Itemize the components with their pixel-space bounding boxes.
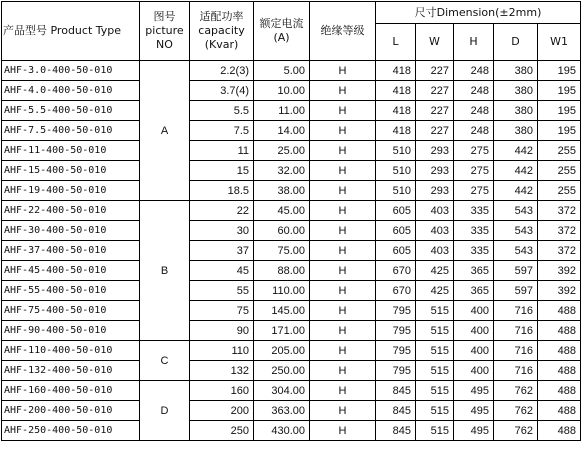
cell-dim-h: 400 — [454, 361, 494, 381]
cell-dim-l: 670 — [376, 281, 416, 301]
cell-dim-w: 403 — [416, 241, 454, 261]
header-product-type: 产品型号 Product Type — [2, 2, 140, 61]
cell-dim-w: 293 — [416, 181, 454, 201]
cell-model: AHF-45-400-50-010 — [2, 261, 140, 281]
cell-dim-w1: 488 — [538, 301, 581, 321]
cell-dim-w: 515 — [416, 341, 454, 361]
table-row — [2, 281, 581, 301]
cell-capacity: 250 — [190, 421, 254, 441]
cell-dim-w1: 488 — [538, 361, 581, 381]
cell-insulation: H — [310, 261, 376, 281]
cell-model: AHF-3.0-400-50-010 — [2, 61, 140, 81]
cell-insulation: H — [310, 161, 376, 181]
table-row — [2, 381, 581, 401]
table-row — [2, 241, 581, 261]
cell-dim-w: 425 — [416, 261, 454, 281]
cell-capacity: 110 — [190, 341, 254, 361]
cell-dim-h: 248 — [454, 121, 494, 141]
cell-dim-w: 515 — [416, 361, 454, 381]
cell-capacity: 37 — [190, 241, 254, 261]
cell-current: 430.00 — [254, 421, 310, 441]
cell-dim-h: 275 — [454, 161, 494, 181]
table-row — [2, 361, 581, 381]
cell-dim-w1: 195 — [538, 101, 581, 121]
cell-capacity: 30 — [190, 221, 254, 241]
cell-dim-w1: 255 — [538, 161, 581, 181]
cell-current: 45.00 — [254, 201, 310, 221]
cell-dim-w: 515 — [416, 401, 454, 421]
cell-capacity: 55 — [190, 281, 254, 301]
cell-model: AHF-55-400-50-010 — [2, 281, 140, 301]
cell-dim-l: 845 — [376, 421, 416, 441]
cell-picture-no: A — [140, 61, 190, 201]
cell-model: AHF-11-400-50-010 — [2, 141, 140, 161]
product-spec-table — [1, 1, 581, 441]
cell-model: AHF-250-400-50-010 — [2, 421, 140, 441]
cell-model: AHF-37-400-50-010 — [2, 241, 140, 261]
cell-dim-l: 605 — [376, 201, 416, 221]
cell-insulation: H — [310, 101, 376, 121]
cell-picture-no: D — [140, 381, 190, 441]
cell-dim-d: 543 — [494, 221, 538, 241]
table-row — [2, 301, 581, 321]
cell-capacity: 160 — [190, 381, 254, 401]
cell-capacity: 200 — [190, 401, 254, 421]
cell-current: 75.00 — [254, 241, 310, 261]
cell-dim-h: 335 — [454, 201, 494, 221]
cell-dim-l: 418 — [376, 81, 416, 101]
cell-capacity: 45 — [190, 261, 254, 281]
cell-insulation: H — [310, 241, 376, 261]
cell-dim-w: 515 — [416, 301, 454, 321]
cell-dim-w1: 392 — [538, 281, 581, 301]
cell-dim-d: 762 — [494, 421, 538, 441]
header-dimension: 尺寸Dimension(±2mm) — [376, 2, 581, 24]
cell-dim-d: 442 — [494, 161, 538, 181]
cell-insulation: H — [310, 121, 376, 141]
cell-dim-w: 515 — [416, 421, 454, 441]
cell-dim-d: 716 — [494, 361, 538, 381]
cell-dim-w1: 195 — [538, 121, 581, 141]
table-header — [2, 2, 581, 61]
cell-insulation: H — [310, 421, 376, 441]
cell-dim-w: 403 — [416, 201, 454, 221]
cell-capacity: 7.5 — [190, 121, 254, 141]
cell-dim-w1: 488 — [538, 401, 581, 421]
cell-model: AHF-15-400-50-010 — [2, 161, 140, 181]
cell-model: AHF-160-400-50-010 — [2, 381, 140, 401]
cell-insulation: H — [310, 141, 376, 161]
cell-dim-w1: 488 — [538, 381, 581, 401]
cell-dim-h: 495 — [454, 381, 494, 401]
cell-dim-w: 515 — [416, 381, 454, 401]
cell-dim-l: 795 — [376, 341, 416, 361]
cell-dim-w1: 372 — [538, 221, 581, 241]
cell-dim-l: 418 — [376, 101, 416, 121]
cell-insulation: H — [310, 221, 376, 241]
cell-dim-h: 495 — [454, 421, 494, 441]
cell-capacity: 2.2(3) — [190, 61, 254, 81]
cell-insulation: H — [310, 301, 376, 321]
cell-dim-l: 670 — [376, 261, 416, 281]
cell-dim-w1: 372 — [538, 201, 581, 221]
cell-dim-h: 248 — [454, 101, 494, 121]
cell-dim-d: 442 — [494, 181, 538, 201]
cell-dim-w: 227 — [416, 121, 454, 141]
cell-capacity: 18.5 — [190, 181, 254, 201]
cell-dim-d: 762 — [494, 381, 538, 401]
cell-model: AHF-132-400-50-010 — [2, 361, 140, 381]
cell-current: 363.00 — [254, 401, 310, 421]
cell-dim-w: 293 — [416, 141, 454, 161]
table-row — [2, 401, 581, 421]
cell-dim-h: 365 — [454, 281, 494, 301]
header-insulation-class: 绝缘等级 — [310, 2, 376, 61]
table-row — [2, 121, 581, 141]
table-row — [2, 201, 581, 221]
cell-dim-w1: 255 — [538, 141, 581, 161]
cell-dim-d: 716 — [494, 301, 538, 321]
cell-current: 10.00 — [254, 81, 310, 101]
cell-dim-h: 275 — [454, 181, 494, 201]
cell-dim-l: 418 — [376, 61, 416, 81]
cell-current: 110.00 — [254, 281, 310, 301]
cell-model: AHF-4.0-400-50-010 — [2, 81, 140, 101]
cell-insulation: H — [310, 401, 376, 421]
cell-dim-w1: 488 — [538, 321, 581, 341]
cell-dim-w1: 392 — [538, 261, 581, 281]
cell-dim-d: 543 — [494, 201, 538, 221]
cell-capacity: 90 — [190, 321, 254, 341]
cell-dim-h: 248 — [454, 61, 494, 81]
cell-capacity: 5.5 — [190, 101, 254, 121]
cell-dim-l: 510 — [376, 181, 416, 201]
cell-dim-l: 510 — [376, 141, 416, 161]
cell-dim-w: 515 — [416, 321, 454, 341]
cell-insulation: H — [310, 321, 376, 341]
table-row — [2, 261, 581, 281]
cell-current: 88.00 — [254, 261, 310, 281]
cell-dim-w: 227 — [416, 101, 454, 121]
cell-picture-no: B — [140, 201, 190, 341]
table-row — [2, 181, 581, 201]
cell-dim-d: 380 — [494, 101, 538, 121]
cell-dim-l: 418 — [376, 121, 416, 141]
cell-dim-w: 403 — [416, 221, 454, 241]
cell-current: 250.00 — [254, 361, 310, 381]
table-row — [2, 61, 581, 81]
cell-current: 32.00 — [254, 161, 310, 181]
table-body — [2, 61, 581, 441]
cell-dim-w: 227 — [416, 81, 454, 101]
cell-insulation: H — [310, 181, 376, 201]
cell-dim-d: 716 — [494, 341, 538, 361]
cell-model: AHF-22-400-50-010 — [2, 201, 140, 221]
cell-dim-h: 400 — [454, 301, 494, 321]
cell-dim-w1: 255 — [538, 181, 581, 201]
cell-insulation: H — [310, 81, 376, 101]
cell-model: AHF-110-400-50-010 — [2, 341, 140, 361]
cell-dim-w1: 488 — [538, 421, 581, 441]
cell-dim-h: 400 — [454, 341, 494, 361]
cell-dim-h: 400 — [454, 321, 494, 341]
header-capacity: 适配功率 capacity (Kvar) — [190, 2, 254, 61]
cell-dim-l: 845 — [376, 381, 416, 401]
table-row — [2, 221, 581, 241]
cell-dim-l: 510 — [376, 161, 416, 181]
cell-dim-h: 335 — [454, 241, 494, 261]
cell-dim-d: 762 — [494, 401, 538, 421]
cell-insulation: H — [310, 361, 376, 381]
cell-current: 145.00 — [254, 301, 310, 321]
cell-dim-h: 365 — [454, 261, 494, 281]
cell-capacity: 132 — [190, 361, 254, 381]
cell-model: AHF-200-400-50-010 — [2, 401, 140, 421]
cell-dim-d: 380 — [494, 81, 538, 101]
table-row — [2, 81, 581, 101]
cell-dim-d: 380 — [494, 61, 538, 81]
table-row — [2, 101, 581, 121]
cell-capacity: 22 — [190, 201, 254, 221]
cell-current: 60.00 — [254, 221, 310, 241]
cell-current: 304.00 — [254, 381, 310, 401]
cell-dim-d: 380 — [494, 121, 538, 141]
table-row — [2, 161, 581, 181]
cell-dim-h: 495 — [454, 401, 494, 421]
cell-dim-l: 795 — [376, 361, 416, 381]
cell-dim-l: 845 — [376, 401, 416, 421]
cell-capacity: 15 — [190, 161, 254, 181]
cell-insulation: H — [310, 281, 376, 301]
cell-model: AHF-19-400-50-010 — [2, 181, 140, 201]
cell-capacity: 11 — [190, 141, 254, 161]
cell-current: 38.00 — [254, 181, 310, 201]
cell-model: AHF-90-400-50-010 — [2, 321, 140, 341]
cell-dim-d: 543 — [494, 241, 538, 261]
cell-current: 14.00 — [254, 121, 310, 141]
cell-dim-w: 293 — [416, 161, 454, 181]
header-dim-w: W — [416, 24, 454, 61]
cell-dim-d: 597 — [494, 281, 538, 301]
cell-dim-w: 425 — [416, 281, 454, 301]
cell-current: 5.00 — [254, 61, 310, 81]
cell-dim-d: 716 — [494, 321, 538, 341]
cell-model: AHF-75-400-50-010 — [2, 301, 140, 321]
cell-current: 205.00 — [254, 341, 310, 361]
header-dim-l: L — [376, 24, 416, 61]
table-row — [2, 341, 581, 361]
cell-capacity: 3.7(4) — [190, 81, 254, 101]
cell-dim-l: 795 — [376, 301, 416, 321]
cell-current: 171.00 — [254, 321, 310, 341]
header-dim-d: D — [494, 24, 538, 61]
cell-model: AHF-30-400-50-010 — [2, 221, 140, 241]
table-row — [2, 321, 581, 341]
cell-picture-no: C — [140, 341, 190, 381]
cell-dim-d: 442 — [494, 141, 538, 161]
cell-model: AHF-7.5-400-50-010 — [2, 121, 140, 141]
cell-dim-l: 605 — [376, 241, 416, 261]
cell-dim-l: 795 — [376, 321, 416, 341]
header-picture-no: 图号 picture NO — [140, 2, 190, 61]
header-rated-current: 额定电流 (A) — [254, 2, 310, 61]
cell-dim-h: 335 — [454, 221, 494, 241]
cell-insulation: H — [310, 201, 376, 221]
cell-current: 11.00 — [254, 101, 310, 121]
cell-dim-w1: 372 — [538, 241, 581, 261]
cell-capacity: 75 — [190, 301, 254, 321]
header-dim-h: H — [454, 24, 494, 61]
cell-insulation: H — [310, 61, 376, 81]
cell-dim-h: 248 — [454, 81, 494, 101]
cell-dim-d: 597 — [494, 261, 538, 281]
cell-dim-w: 227 — [416, 61, 454, 81]
cell-current: 25.00 — [254, 141, 310, 161]
cell-insulation: H — [310, 381, 376, 401]
header-dim-w1: W1 — [538, 24, 581, 61]
cell-dim-l: 605 — [376, 221, 416, 241]
cell-dim-h: 275 — [454, 141, 494, 161]
cell-insulation: H — [310, 341, 376, 361]
table-row — [2, 421, 581, 441]
cell-dim-w1: 195 — [538, 61, 581, 81]
cell-dim-w1: 488 — [538, 341, 581, 361]
cell-model: AHF-5.5-400-50-010 — [2, 101, 140, 121]
cell-dim-w1: 195 — [538, 81, 581, 101]
table-row — [2, 141, 581, 161]
